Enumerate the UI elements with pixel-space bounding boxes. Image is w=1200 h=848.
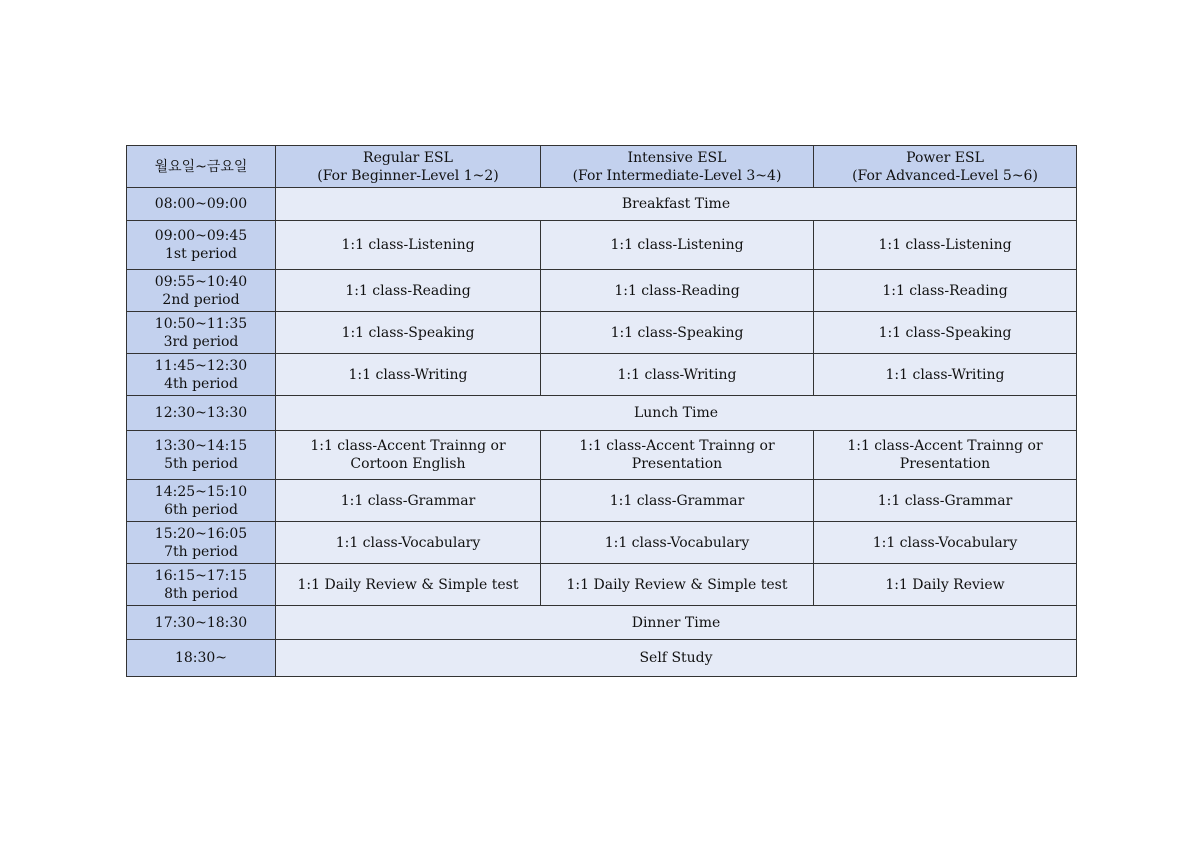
table-row [127,312,1077,354]
table-row [127,564,1077,606]
class-cell: 1:1 class-Grammar [541,480,814,522]
column-header-power [814,146,1077,188]
class-cell: 1:1 class-Reading [276,270,541,312]
class-cell: 1:1 class-Writing [541,354,814,396]
time-range: 10:50~11:35 [154,315,248,332]
time-range: 11:45~12:30 [154,357,248,374]
time-cell [127,221,276,270]
table-row [127,188,1077,221]
class-cell: 1:1 class-Reading [541,270,814,312]
class-line: Cortoon English [350,456,466,472]
period-label: 7th period [164,543,238,560]
column-name: Regular ESL [363,149,453,166]
class-cell: 1:1 class-Writing [276,354,541,396]
period-label: 8th period [164,585,238,602]
class-cell: 1:1 Daily Review [814,564,1077,606]
time-range: 09:00~09:45 [154,228,248,244]
class-line: 1:1 class-Accent Trainng or [847,438,1043,454]
meal-cell: Breakfast Time [276,188,1077,221]
period-label: 6th period [164,501,238,518]
table-row [127,480,1077,522]
column-name: Intensive ESL [627,149,727,166]
class-cell: 1:1 class-Vocabulary [541,522,814,564]
time-cell [127,270,276,312]
time-range: 14:25~15:10 [154,483,248,500]
class-line: 1:1 class-Accent Trainng or [579,438,775,454]
time-cell [127,564,276,606]
column-subtitle: (For Intermediate-Level 3~4) [572,167,782,184]
column-subtitle: (For Advanced-Level 5~6) [852,167,1038,184]
class-line: Presentation [899,456,991,472]
table-row [127,221,1077,270]
period-label: 4th period [164,375,238,392]
time-range: 13:30~14:15 [154,438,248,454]
period-label: 3rd period [163,333,239,350]
class-cell: 1:1 class-Speaking [541,312,814,354]
time-cell [127,480,276,522]
table-row [127,354,1077,396]
table-row [127,522,1077,564]
class-cell: 1:1 class-Listening [541,221,814,270]
time-range: 16:15~17:15 [154,567,248,584]
time-range: 09:55~10:40 [154,273,248,290]
column-subtitle: (For Beginner-Level 1~2) [317,167,499,184]
table-row [127,270,1077,312]
period-label: 1st period [165,246,237,262]
time-cell [127,522,276,564]
class-cell: 1:1 class-Reading [814,270,1077,312]
time-range: 15:20~16:05 [154,525,248,542]
time-cell: 18:30~ [127,640,276,677]
period-label: 5th period [164,456,238,472]
class-cell: 1:1 class-Vocabulary [814,522,1077,564]
class-cell: 1:1 class-Grammar [814,480,1077,522]
class-cell: 1:1 class-Listening [276,221,541,270]
table-row [127,431,1077,480]
table-row [127,606,1077,640]
class-cell [276,431,541,480]
class-cell: 1:1 class-Grammar [276,480,541,522]
corner-header: 월요일~금요일 [127,146,276,188]
column-header-regular [276,146,541,188]
class-line: 1:1 class-Accent Trainng or [310,438,506,454]
column-header-intensive [541,146,814,188]
time-cell: 12:30~13:30 [127,396,276,431]
time-cell [127,354,276,396]
class-cell: 1:1 class-Listening [814,221,1077,270]
time-cell: 08:00~09:00 [127,188,276,221]
column-name: Power ESL [906,149,984,166]
time-cell [127,312,276,354]
period-label: 2nd period [162,291,240,308]
header-row [127,146,1077,188]
class-cell [541,431,814,480]
class-cell: 1:1 class-Writing [814,354,1077,396]
meal-cell: Lunch Time [276,396,1077,431]
table-row [127,640,1077,677]
class-cell [814,431,1077,480]
time-cell [127,431,276,480]
table-row [127,396,1077,431]
class-cell: 1:1 Daily Review & Simple test [541,564,814,606]
class-cell: 1:1 class-Speaking [814,312,1077,354]
class-line: Presentation [631,456,723,472]
class-cell: 1:1 class-Vocabulary [276,522,541,564]
schedule-table [126,145,1077,677]
meal-cell: Dinner Time [276,606,1077,640]
time-cell: 17:30~18:30 [127,606,276,640]
class-cell: 1:1 Daily Review & Simple test [276,564,541,606]
class-cell: 1:1 class-Speaking [276,312,541,354]
self-study-cell: Self Study [276,640,1077,677]
